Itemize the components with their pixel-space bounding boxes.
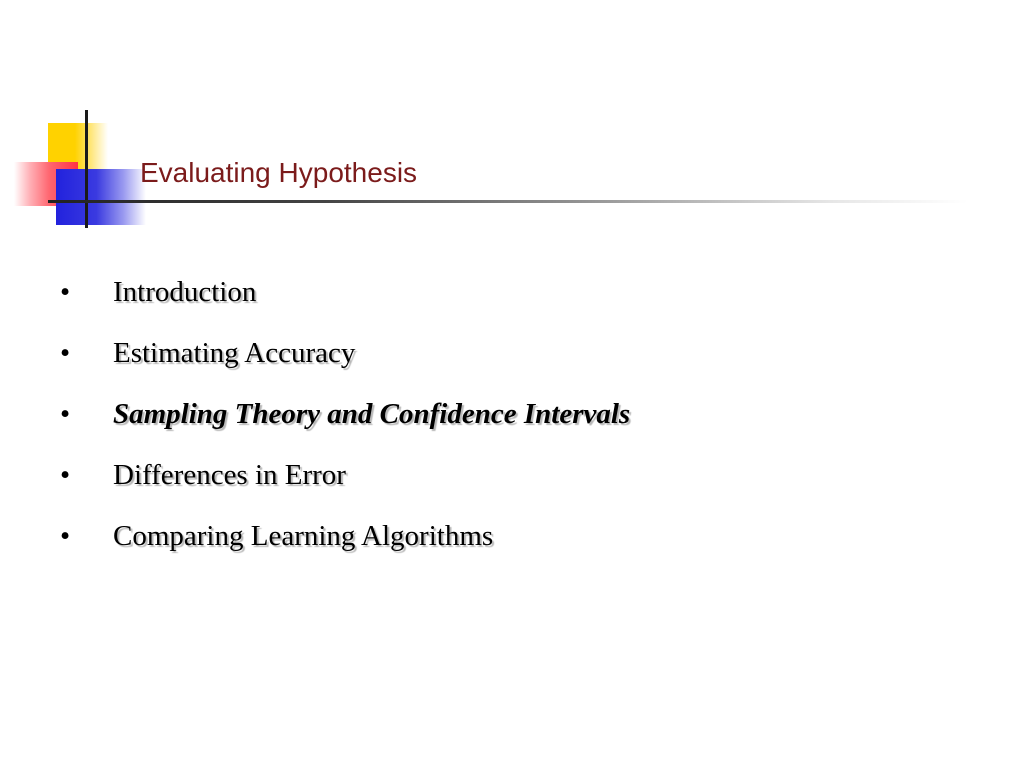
bullet-icon: •: [60, 337, 71, 369]
bullet-label-estimating-accuracy: Estimating Accuracy: [113, 337, 356, 369]
slide-title: Evaluating Hypothesis: [140, 157, 418, 188]
title-underline-rule: [48, 200, 968, 203]
bullet-label-sampling-theory: Sampling Theory and Confidence Intervals: [113, 398, 631, 430]
blue-square-shape: [56, 169, 146, 225]
bullet-icon: •: [60, 398, 71, 430]
bullet-label-introduction: Introduction: [113, 276, 257, 308]
bullet-icon: •: [60, 459, 71, 491]
vertical-rule: [85, 110, 88, 228]
bullet-icon: •: [60, 276, 71, 308]
bullet-icon: •: [60, 520, 71, 552]
bullet-label-differences-in-error: Differences in Error: [113, 459, 346, 491]
bullet-label-comparing-learning-algorithms: Comparing Learning Algorithms: [113, 520, 494, 552]
